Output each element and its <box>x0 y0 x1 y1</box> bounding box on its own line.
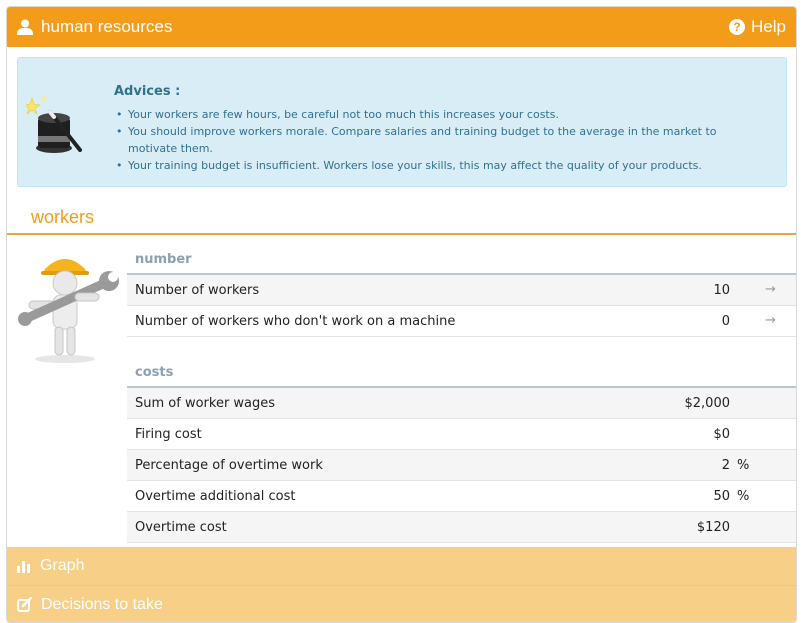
row-unit: % <box>737 458 750 473</box>
number-heading: number <box>127 245 797 275</box>
help-button[interactable] <box>729 17 786 37</box>
magic-hat-icon <box>26 88 86 158</box>
row-value: 50 <box>713 489 730 504</box>
advices-title: Advices : <box>114 84 181 99</box>
table-row <box>127 419 797 450</box>
table-row <box>127 388 797 419</box>
table-row <box>127 275 797 306</box>
help-label: Help <box>751 17 786 36</box>
advice-item: • You should improve workers morale. Compare salaries and training budget to the average in the market to motivate them. <box>114 123 764 157</box>
row-value: $0 <box>713 427 730 442</box>
row-label: Sum of worker wages <box>135 396 276 411</box>
row-value: 2 <box>721 458 730 473</box>
advice-item: • Your training budget is insufficient. Workers lose your skills, this may affect the quality of your products. <box>114 157 764 174</box>
advice-box <box>17 57 787 187</box>
row-label: Firing cost <box>135 427 202 442</box>
row-label: Overtime cost <box>135 520 227 535</box>
edit-icon <box>17 597 33 613</box>
section-divider <box>7 233 796 235</box>
hr-panel <box>6 6 797 623</box>
row-label: Overtime additional cost <box>135 489 296 504</box>
costs-heading: costs <box>127 358 797 388</box>
row-value: 0 <box>721 314 730 329</box>
decisions-panel-toggle[interactable] <box>7 585 796 623</box>
panel-header <box>7 7 796 47</box>
table-row <box>127 450 797 481</box>
costs-table <box>127 358 797 543</box>
section-title-workers: workers <box>31 207 95 227</box>
row-label: Number of workers who don't work on a machine <box>135 314 456 329</box>
row-value: $120 <box>696 520 730 535</box>
graph-panel-label: Graph <box>40 557 85 574</box>
advice-list <box>114 106 764 174</box>
bar-chart-icon <box>17 559 32 573</box>
decisions-panel-label: Decisions to take <box>41 595 163 613</box>
row-value: $2,000 <box>684 396 730 411</box>
arrow-right-icon[interactable]: → <box>765 313 776 328</box>
user-icon <box>17 19 33 35</box>
row-unit: % <box>737 489 750 504</box>
number-table <box>127 245 797 337</box>
table-row <box>127 306 797 337</box>
advice-item: • Your workers are few hours, be careful not too much this increases your costs. <box>114 106 764 123</box>
row-value: 10 <box>713 283 730 298</box>
question-circle-icon: ? <box>729 19 745 35</box>
table-row <box>127 512 797 543</box>
row-label: Percentage of overtime work <box>135 458 323 473</box>
arrow-right-icon[interactable]: → <box>765 282 776 297</box>
graph-panel-toggle[interactable] <box>7 547 796 585</box>
worker-with-wrench-icon <box>15 247 121 365</box>
row-label: Number of workers <box>135 283 260 298</box>
table-row <box>127 481 797 512</box>
panel-title: human resources <box>41 17 173 36</box>
